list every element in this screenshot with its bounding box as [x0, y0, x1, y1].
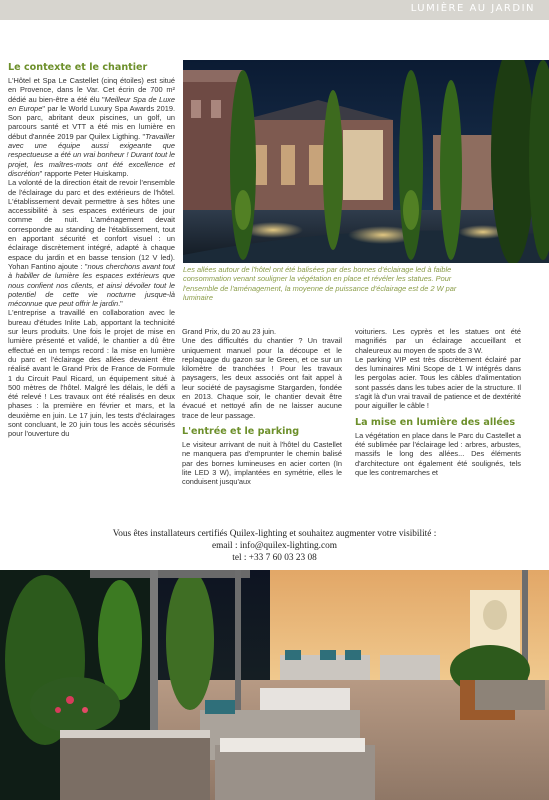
body-text: La volonté de la direction était de revoir l'ensemble de l'éclairage du parc et des extérieurs de l'hôtel. L'établissement devait permettre à ses hôtes une accessibilité à ses espaces extérieurs de jour comme de nuit. L'aménagement devait correspondre au standing de l'établissement, tout en apportant sécurité et confort visuel : un éclairage discrètement intégré, adapté à chaque espace du jardin et en basse tension (12 V led). Yohan Fantino ajoute : " — [8, 178, 175, 271]
paragraph: voituriers. Les cyprès et les statues ont été magnifiés par un éclairage accueillant et chaleureux au moyen de spots de 3 W. — [355, 327, 521, 355]
quote-text: nous cherchons avant tout à habiller de lumière les espaces extérieurs que nous confient nos clients, et ainsi dévoiler tout le potentiel de cette vie nocturne jusque-là méconnue que peut offrir le jardin — [8, 261, 175, 309]
body-text: ." — [118, 299, 123, 309]
column-1-paragraph — [8, 178, 175, 308]
contact-phone: tel : +33 7 60 03 23 08 — [232, 553, 317, 563]
contact-email: email : info@quilex-lighting.com — [211, 541, 337, 551]
column-2-body-b — [182, 440, 342, 486]
contact-line-1: Vous êtes installateurs certifiés Quilex-lighting et souhaitez augmenter votre visibilité : — [112, 529, 437, 539]
article-column-1 — [8, 62, 175, 540]
contact-block — [0, 528, 549, 564]
body-text: " rapporte Peter Huiskamp. — [39, 168, 129, 178]
quote-text: Travailler avec une équipe aussi exigeante que respectueuse a été un vrai bonheur ! Durant tout le projet, les maîtres-mots ont été excellence et discrétion — [8, 131, 175, 178]
column-1-paragraph — [8, 308, 175, 438]
paragraph: Le parking VIP est très discrètement éclairé par des luminaires Mini Scope de 1 W intégrés dans les pergolas acier. Tous les câbles d'alimentation sont passés dans les tubes acier de la structure. Il s'agit là d'un vrai travail de patience et de dextérité pour aiguiller le câble ! — [355, 354, 521, 411]
header-band — [0, 0, 549, 20]
terrace-night-photo — [0, 570, 549, 800]
section-heading-context: Le contexte et le chantier — [8, 62, 148, 73]
column-2-body — [182, 327, 342, 420]
column-1-paragraph — [8, 76, 175, 178]
paragraph: La végétation en place dans le Parc du Castellet a été sublimée par l'éclairage led : arbres, arbustes, massifs le long des allées... Des éléments d'architecture ont également été soulignés, tels que les contremarches et — [355, 430, 521, 477]
article-column-3 — [355, 327, 521, 537]
hotel-night-photo — [183, 60, 549, 263]
column-3-body — [355, 327, 521, 411]
section-heading-paths: La mise en lumière des allées — [355, 416, 516, 428]
paragraph: Le visiteur arrivant de nuit à l'hôtel du Castellet ne manquera pas d'emprunter le chemin balisé par des bornes lumineuses en acier corten (In lite LED 3 W), implantées en symétrie, elles le conduisent jusqu'aux — [182, 439, 342, 487]
section-heading-entrance: L'entrée et le parking — [182, 425, 300, 437]
quote-text: Meilleur Spa de Luxe en Europe — [8, 94, 175, 113]
body-text: L'Hôtel et Spa Le Castellet (cinq étoiles) est situé en Provence, dans le Var. Cet écrin de 700 m² dédié au bien-être a été élu " — [8, 76, 175, 104]
paragraph: Grand Prix, du 20 au 23 juin. — [182, 327, 277, 336]
paragraph: Une des difficultés du chantier ? Un travail uniquement manuel pour la découpe et le replaquage du gazon sur le Green, et ce sur un kilomètre de tranchées ! Pour les travaux paysagers, les deux associés ont fait appel à leur société de paysagisme Stargarden, fondée en 2013. Chaque soir, le chantier devait être évacué et nettoyé afin de ne laisser aucune trace de leur passage. — [182, 336, 342, 420]
photo-caption: Les allées autour de l'hôtel ont été balisées par des bornes d'éclairage led à faible consommation venant souligner la végétation en place et révéler les statues. Pour l'ensemble de l'aménagement, la moyenne de puissance d'éclairage est de 2 W par luminaire — [183, 265, 457, 302]
column-1-body — [8, 76, 175, 439]
column-3-body-b — [355, 431, 521, 477]
section-title: LUMIÈRE AU JARDIN — [410, 3, 535, 14]
article-column-2 — [182, 327, 342, 537]
body-text: " par le World Luxury Spa Awards 2019. Son parc, abritant deux piscines, un golf, un parcours santé et VTT a été mis en lumière en début d'année 2019 par Quilex Ligthing. " — [8, 103, 175, 141]
body-text: L'entreprise a travaillé en collaboration avec le bureau d'études Inlite Lab, apportant la technicité sur leurs produits. Une fois le projet de mise en lumière présenté et validé, le chantier a dû être effectué en un temps record : la mise en lumière du parc et l'éclairage des allées devaient être réalisé avant le Grand Prix de France de Formule 1 du Circuit Paul Ricard, un équipement situé à 500 mètres de l'hôtel. Malgré les délais, le défi a été relevé ! Les travaux ont été réalisés en deux phases : la première en février et mars, et la deuxième en juin. Le 17 juin, les tests d'éclairages sont concluant, le 20 juin tous les accès sécurisés pour l'ouverture du — [8, 308, 175, 439]
